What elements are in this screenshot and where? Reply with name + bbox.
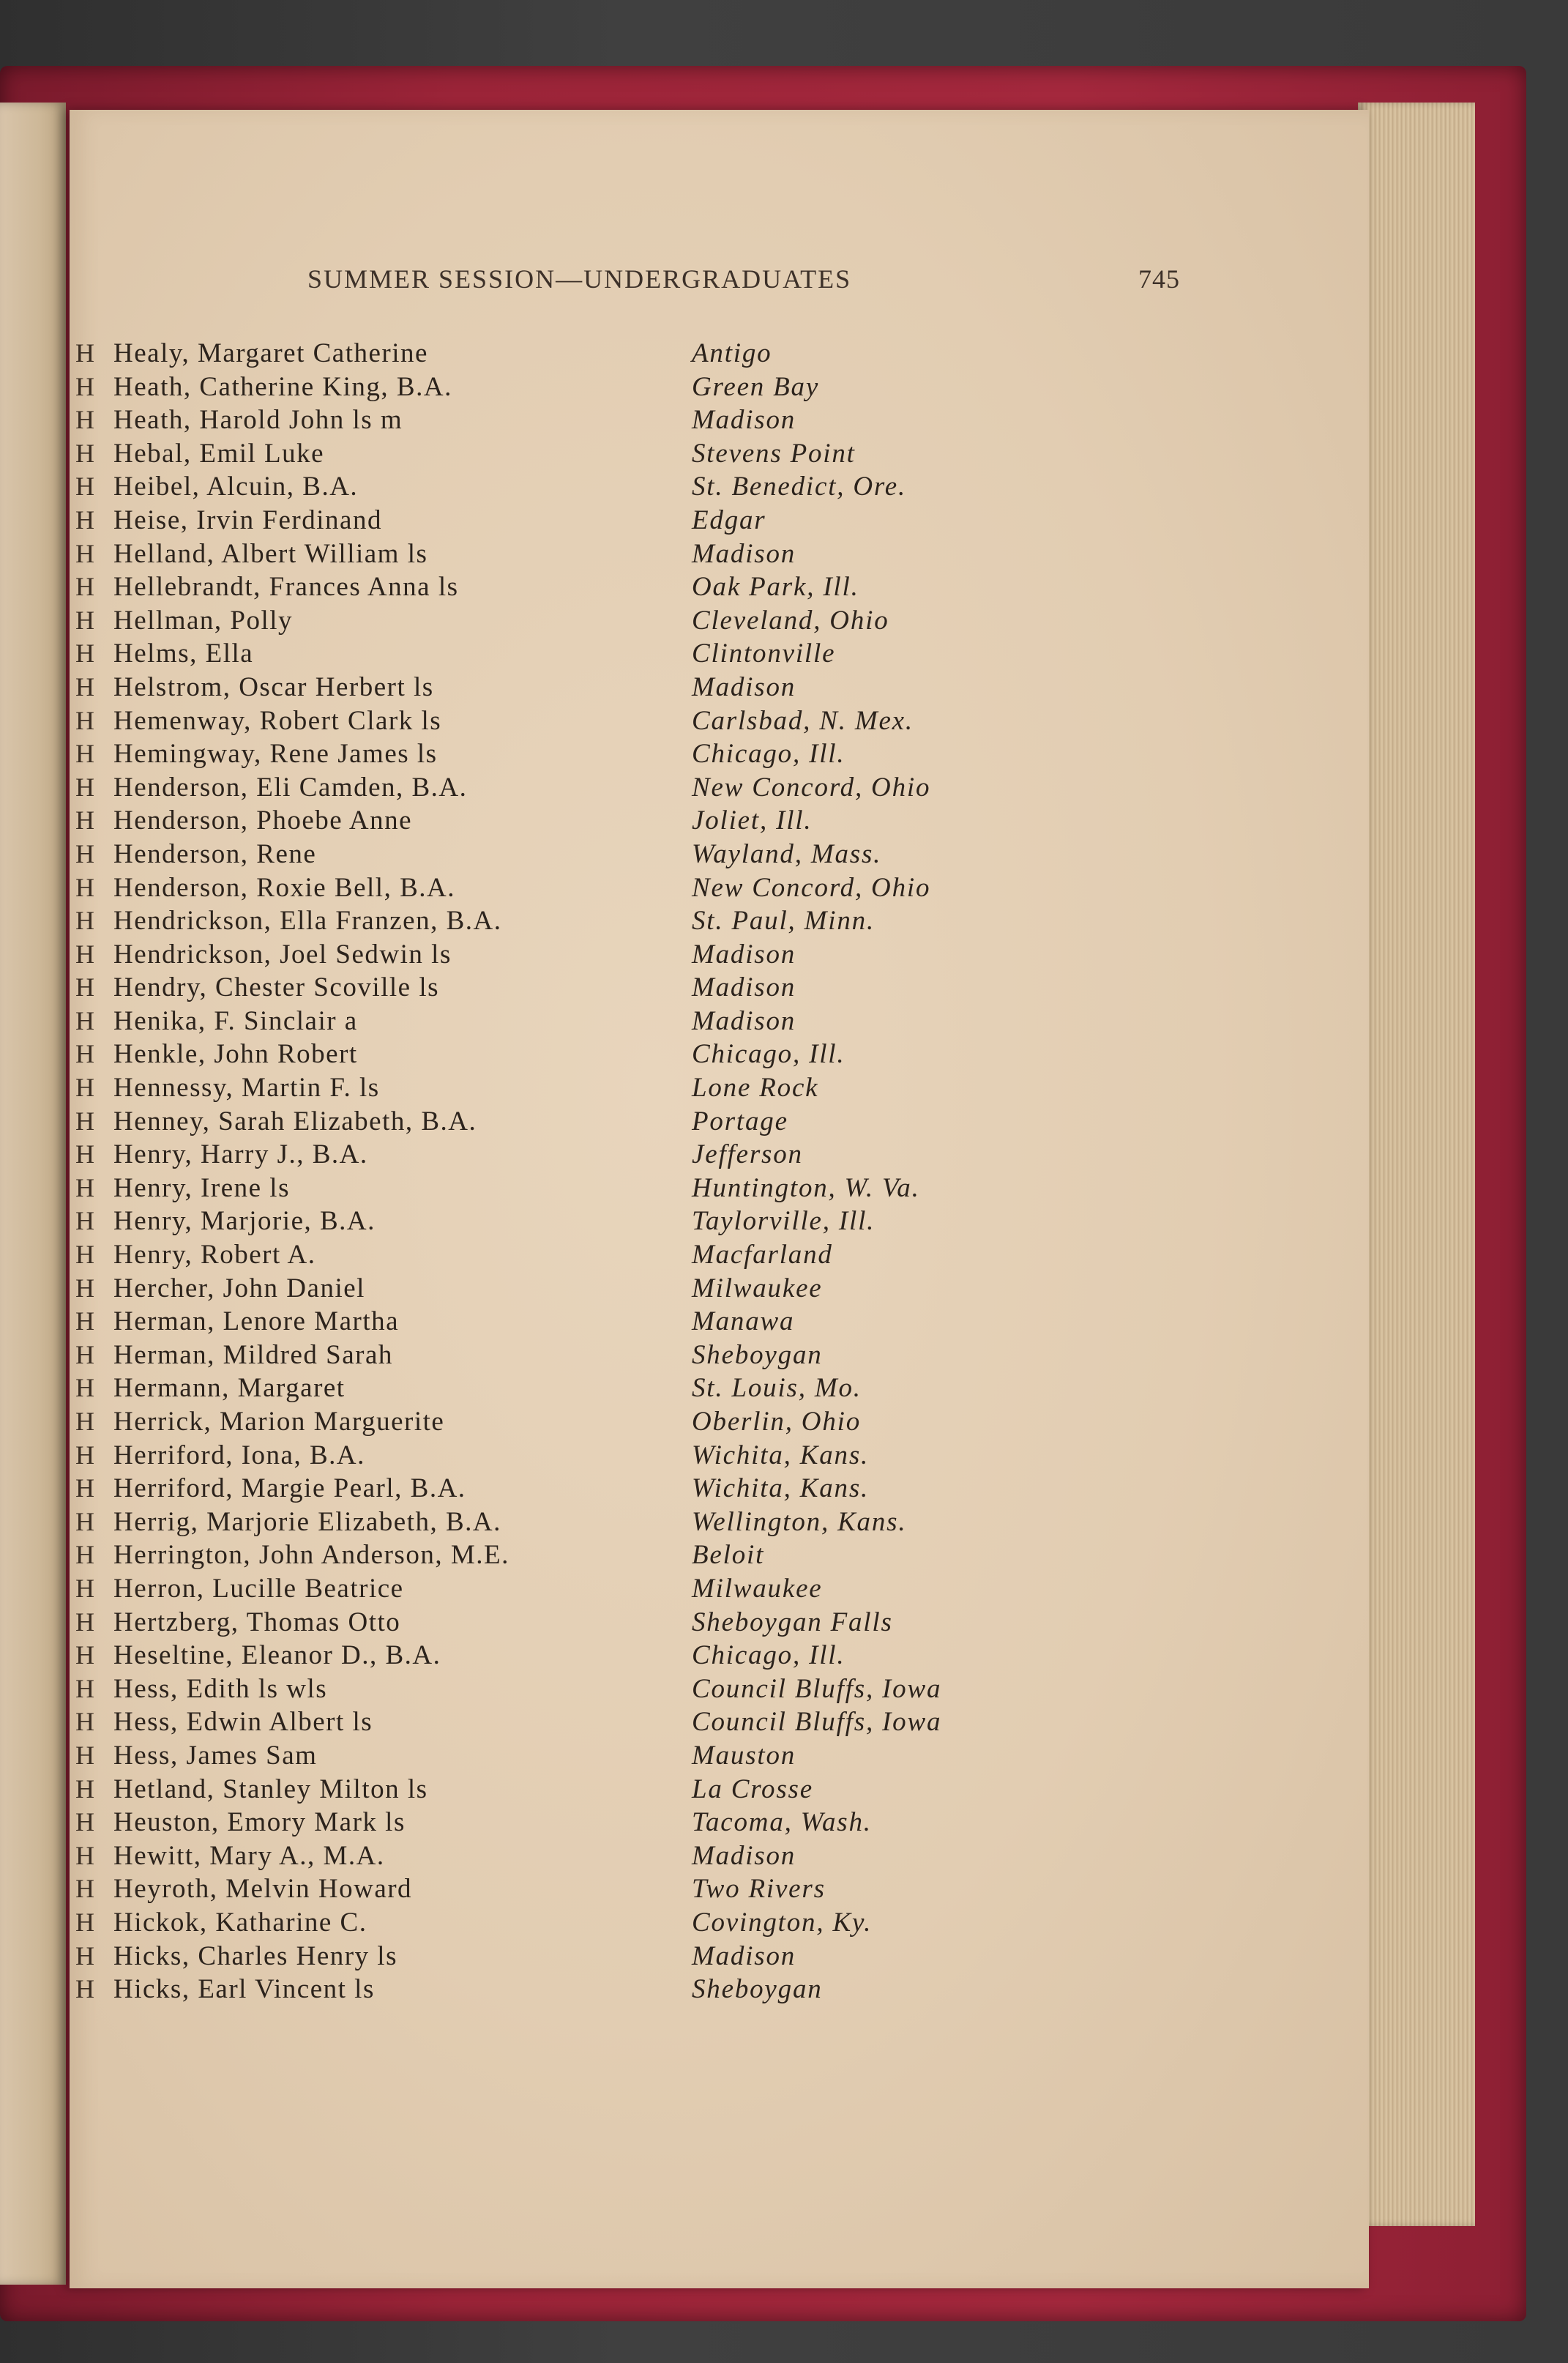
list-item — [106, 1739, 1028, 1773]
gutter-letter: H — [75, 405, 93, 435]
student-name: Henry, Irene ls — [113, 1172, 290, 1203]
student-name: Henderson, Eli Camden, B.A. — [113, 772, 468, 803]
list-item — [106, 1138, 1028, 1172]
student-hometown: Oberlin, Ohio — [692, 1407, 862, 1437]
student-name: Hertzberg, Thomas Otto — [113, 1607, 401, 1637]
gutter-letter: H — [75, 505, 93, 535]
student-hometown: Covington, Ky. — [692, 1907, 873, 1938]
student-name: Henkle, John Robert — [113, 1039, 358, 1070]
student-hometown: Manawa — [692, 1306, 795, 1337]
student-name: Hemingway, Rene James ls — [113, 739, 438, 770]
list-item — [106, 737, 1028, 771]
student-name: Hess, James Sam — [113, 1740, 318, 1771]
gutter-letter: H — [75, 438, 93, 468]
gutter-letter: H — [75, 1707, 93, 1737]
student-hometown: Stevens Point — [692, 438, 856, 469]
list-item — [106, 1372, 1028, 1405]
gutter-letter: H — [75, 1005, 93, 1035]
gutter-letter: H — [75, 1607, 93, 1637]
gutter-letter: H — [75, 1206, 93, 1236]
list-item — [106, 1205, 1028, 1238]
student-name: Henry, Marjorie, B.A. — [113, 1206, 376, 1237]
student-hometown: Carlsbad, N. Mex. — [692, 705, 914, 736]
student-hometown: Oak Park, Ill. — [692, 572, 859, 603]
list-item — [106, 1872, 1028, 1906]
gutter-letter: H — [75, 1407, 93, 1436]
gutter-letter: H — [75, 1339, 93, 1369]
list-item — [106, 1005, 1028, 1038]
list-item — [106, 1472, 1028, 1506]
student-hometown: Beloit — [692, 1540, 765, 1571]
list-item — [106, 437, 1028, 471]
list-item — [106, 1839, 1028, 1873]
student-hometown: St. Louis, Mo. — [692, 1373, 862, 1404]
gutter-letter: H — [75, 906, 93, 936]
list-item — [106, 1439, 1028, 1473]
gutter-letter: H — [75, 1974, 93, 2004]
student-name: Hellman, Polly — [113, 605, 294, 636]
student-hometown: Milwaukee — [692, 1573, 823, 1604]
student-name: Herrington, John Anderson, M.E. — [113, 1540, 509, 1571]
student-hometown: Joliet, Ill. — [692, 805, 813, 836]
gutter-letter: H — [75, 1907, 93, 1937]
student-hometown: Madison — [692, 538, 796, 569]
student-list — [106, 337, 1028, 2006]
gutter-show-through-letters — [73, 337, 95, 2006]
list-item — [106, 1705, 1028, 1739]
gutter-letter: H — [75, 1440, 93, 1470]
gutter-letter: H — [75, 872, 93, 902]
list-item — [106, 537, 1028, 571]
student-hometown: Two Rivers — [692, 1874, 826, 1905]
list-item — [106, 971, 1028, 1005]
student-name: Hicks, Charles Henry ls — [113, 1940, 397, 1971]
gutter-letter: H — [75, 1273, 93, 1303]
list-item — [106, 1339, 1028, 1372]
student-name: Hendrickson, Ella Franzen, B.A. — [113, 906, 502, 937]
gutter-letter: H — [75, 1673, 93, 1703]
gutter-letter: H — [75, 1506, 93, 1536]
page-header — [0, 264, 1568, 300]
student-hometown: Sheboygan — [692, 1339, 823, 1370]
student-name: Herman, Lenore Martha — [113, 1306, 400, 1337]
gutter-letter: H — [75, 1139, 93, 1169]
list-item — [106, 371, 1028, 404]
list-item — [106, 1038, 1028, 1071]
student-name: Hermann, Margaret — [113, 1373, 346, 1404]
list-item — [106, 1773, 1028, 1806]
student-name: Hendrickson, Joel Sedwin ls — [113, 939, 452, 970]
student-hometown: Council Bluffs, Iowa — [692, 1673, 942, 1704]
student-name: Hewitt, Mary A., M.A. — [113, 1840, 385, 1871]
gutter-letter: H — [75, 772, 93, 802]
student-name: Herriford, Margie Pearl, B.A. — [113, 1473, 466, 1504]
gutter-letter: H — [75, 538, 93, 568]
student-name: Henderson, Rene — [113, 838, 317, 869]
student-name: Henney, Sarah Elizabeth, B.A. — [113, 1106, 477, 1136]
student-name: Henderson, Roxie Bell, B.A. — [113, 872, 455, 903]
student-hometown: Madison — [692, 671, 796, 702]
student-hometown: Madison — [692, 405, 796, 436]
gutter-letter: H — [75, 371, 93, 401]
list-item — [106, 704, 1028, 738]
student-hometown: Taylorville, Ill. — [692, 1206, 876, 1237]
gutter-letter: H — [75, 972, 93, 1002]
gutter-letter: H — [75, 1106, 93, 1136]
page-stack-edge — [1358, 103, 1475, 2226]
student-hometown: St. Benedict, Ore. — [692, 472, 907, 502]
list-item — [106, 1305, 1028, 1339]
gutter-letter: H — [75, 1807, 93, 1837]
student-hometown: Wayland, Mass. — [692, 838, 882, 869]
student-hometown: Milwaukee — [692, 1273, 823, 1303]
student-hometown: Madison — [692, 1840, 796, 1871]
gutter-letter: H — [75, 1540, 93, 1570]
gutter-letter: H — [75, 739, 93, 769]
gutter-letter: H — [75, 1874, 93, 1904]
student-name: Heyroth, Melvin Howard — [113, 1874, 413, 1905]
student-hometown: Council Bluffs, Iowa — [692, 1707, 942, 1738]
gutter-letter: H — [75, 1306, 93, 1336]
student-hometown: Edgar — [692, 505, 766, 535]
student-name: Helstrom, Oscar Herbert ls — [113, 671, 434, 702]
list-item — [106, 1405, 1028, 1439]
gutter-letter: H — [75, 705, 93, 735]
list-item — [106, 1906, 1028, 1940]
list-item — [106, 1639, 1028, 1672]
student-name: Heath, Harold John ls m — [113, 405, 403, 436]
student-name: Hennessy, Martin F. ls — [113, 1073, 380, 1104]
list-item — [106, 1672, 1028, 1706]
student-name: Hercher, John Daniel — [113, 1273, 365, 1303]
student-hometown: St. Paul, Minn. — [692, 906, 876, 937]
list-item — [106, 504, 1028, 537]
student-name: Heibel, Alcuin, B.A. — [113, 472, 359, 502]
student-name: Heseltine, Eleanor D., B.A. — [113, 1640, 441, 1671]
gutter-letter: H — [75, 1240, 93, 1270]
list-item — [106, 804, 1028, 838]
list-item — [106, 1572, 1028, 1606]
list-item — [106, 1806, 1028, 1839]
list-item — [106, 1506, 1028, 1539]
gutter-letter: H — [75, 1774, 93, 1804]
student-hometown: Madison — [692, 939, 796, 970]
list-item — [106, 1940, 1028, 1973]
gutter-letter: H — [75, 639, 93, 669]
list-item — [106, 604, 1028, 638]
student-hometown: Chicago, Ill. — [692, 739, 845, 770]
list-item — [106, 637, 1028, 671]
list-item — [106, 1105, 1028, 1139]
student-name: Helms, Ella — [113, 639, 254, 669]
list-item — [106, 403, 1028, 437]
student-name: Henderson, Phoebe Anne — [113, 805, 413, 836]
gutter-letter: H — [75, 1573, 93, 1603]
list-item — [106, 938, 1028, 972]
student-hometown: Madison — [692, 1940, 796, 1971]
student-name: Heise, Irvin Ferdinand — [113, 505, 382, 535]
gutter-letter: H — [75, 1740, 93, 1770]
facing-page-edge — [0, 103, 66, 2285]
running-head: SUMMER SESSION—UNDERGRADUATES — [307, 264, 852, 294]
student-name: Hetland, Stanley Milton ls — [113, 1774, 428, 1804]
student-name: Hebal, Emil Luke — [113, 438, 325, 469]
student-hometown: Green Bay — [692, 371, 820, 402]
gutter-letter: H — [75, 1039, 93, 1069]
list-item — [106, 838, 1028, 871]
student-hometown: Wichita, Kans. — [692, 1473, 870, 1504]
student-hometown: Sheboygan — [692, 1974, 823, 2005]
student-hometown: Portage — [692, 1106, 788, 1136]
student-name: Herrick, Marion Marguerite — [113, 1407, 445, 1437]
student-name: Heath, Catherine King, B.A. — [113, 371, 452, 402]
gutter-letter: H — [75, 1172, 93, 1202]
student-hometown: New Concord, Ohio — [692, 872, 931, 903]
student-name: Helland, Albert William ls — [113, 538, 428, 569]
student-hometown: Madison — [692, 1005, 796, 1036]
list-item — [106, 337, 1028, 371]
list-item — [106, 1272, 1028, 1306]
student-hometown: New Concord, Ohio — [692, 772, 931, 803]
student-hometown: La Crosse — [692, 1774, 813, 1804]
student-hometown: Sheboygan Falls — [692, 1607, 893, 1637]
student-hometown: Antigo — [692, 338, 772, 368]
student-name: Henry, Harry J., B.A. — [113, 1139, 368, 1170]
student-hometown: Chicago, Ill. — [692, 1640, 845, 1671]
gutter-letter: H — [75, 1940, 93, 1971]
student-name: Hellebrandt, Frances Anna ls — [113, 572, 459, 603]
student-name: Henry, Robert A. — [113, 1240, 316, 1270]
list-item — [106, 1973, 1028, 2006]
list-item — [106, 771, 1028, 805]
gutter-letter: H — [75, 1840, 93, 1870]
gutter-letter: H — [75, 1373, 93, 1403]
student-name: Hemenway, Robert Clark ls — [113, 705, 442, 736]
page-number: 745 — [1138, 264, 1180, 294]
student-hometown: Wellington, Kans. — [692, 1506, 907, 1537]
student-name: Hess, Edith ls wls — [113, 1673, 328, 1704]
student-name: Hess, Edwin Albert ls — [113, 1707, 373, 1738]
gutter-letter: H — [75, 838, 93, 868]
student-hometown: Chicago, Ill. — [692, 1039, 845, 1070]
list-item — [106, 1606, 1028, 1640]
student-name: Hickok, Katharine C. — [113, 1907, 367, 1938]
student-name: Henika, F. Sinclair a — [113, 1005, 358, 1036]
gutter-letter: H — [75, 939, 93, 969]
student-hometown: Huntington, W. Va. — [692, 1172, 920, 1203]
list-item — [106, 470, 1028, 504]
list-item — [106, 904, 1028, 938]
gutter-letter: H — [75, 472, 93, 502]
list-item — [106, 671, 1028, 704]
student-hometown: Mauston — [692, 1740, 796, 1771]
student-hometown: Madison — [692, 972, 796, 1003]
student-name: Hicks, Earl Vincent ls — [113, 1974, 375, 2005]
student-hometown: Cleveland, Ohio — [692, 605, 889, 636]
student-name: Herriford, Iona, B.A. — [113, 1440, 365, 1470]
student-hometown: Wichita, Kans. — [692, 1440, 870, 1470]
student-name: Healy, Margaret Catherine — [113, 338, 428, 368]
student-name: Herman, Mildred Sarah — [113, 1339, 393, 1370]
student-hometown: Tacoma, Wash. — [692, 1807, 872, 1838]
student-hometown: Lone Rock — [692, 1073, 819, 1104]
student-name: Herron, Lucille Beatrice — [113, 1573, 404, 1604]
student-hometown: Jefferson — [692, 1139, 803, 1170]
list-item — [106, 1172, 1028, 1205]
gutter-letter: H — [75, 805, 93, 836]
gutter-letter: H — [75, 1473, 93, 1503]
list-item — [106, 1071, 1028, 1105]
student-name: Herrig, Marjorie Elizabeth, B.A. — [113, 1506, 501, 1537]
student-hometown: Macfarland — [692, 1240, 833, 1270]
list-item — [106, 871, 1028, 905]
gutter-letter: H — [75, 338, 93, 368]
student-hometown: Clintonville — [692, 639, 836, 669]
list-item — [106, 570, 1028, 604]
gutter-letter: H — [75, 671, 93, 702]
student-name: Hendry, Chester Scoville ls — [113, 972, 440, 1003]
gutter-letter: H — [75, 605, 93, 635]
gutter-letter: H — [75, 1073, 93, 1103]
student-name: Heuston, Emory Mark ls — [113, 1807, 406, 1838]
list-item — [106, 1538, 1028, 1572]
gutter-letter: H — [75, 572, 93, 602]
gutter-letter: H — [75, 1640, 93, 1670]
list-item — [106, 1238, 1028, 1272]
